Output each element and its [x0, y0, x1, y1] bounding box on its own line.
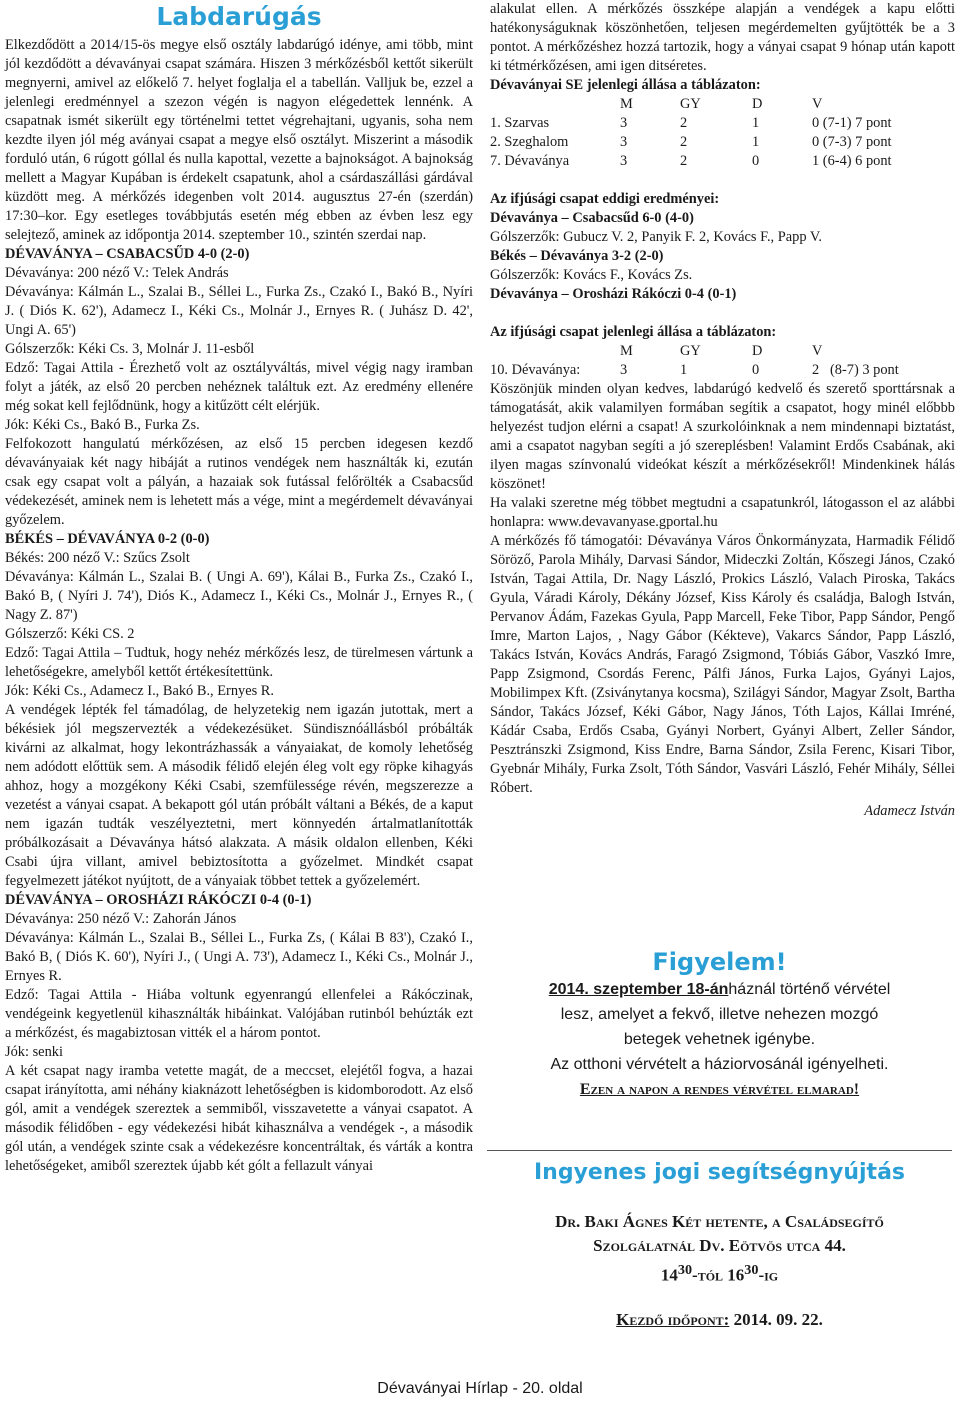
match2-spectators: Békés: 200 néző V.: Szűcs Zsolt: [5, 550, 190, 566]
match1-spectators: Dévaványa: 200 néző V.: Telek András: [5, 265, 229, 281]
thanks-paragraph: Köszönjük minden olyan kedves, labdarúgó kedvelő és szerető sporttársnak a támogatását, akik valamilyen formában segítik a csapatot, hogy minél előbbb helyezést tudjon elérni a csapat! A szurkolóinknak a nem mindennapi biztatást, ami a csapatot nagyban segíti a jó szereplésben! Valamint Erdős Csabának, aki ilyen magas színvonalú videókat készít a mérkőzésekről! Mindenkinek hálás köszönet!: [490, 381, 955, 492]
start-date: 2014. 09. 22.: [729, 1309, 823, 1329]
legal-aid-box: [487, 1150, 952, 1370]
table-row: [490, 152, 892, 171]
legal-aid-time: [487, 1258, 952, 1288]
table-row: [490, 133, 892, 152]
notice-line5: Ezen a napon a rendes vérvétel elmarad!: [579, 1081, 860, 1098]
section-title: Labdarúgás: [156, 2, 322, 31]
cell: 0 (7-1) 7 pont: [812, 115, 892, 131]
youth-match1-title: Dévaványa – Csabacsűd 6-0 (4-0): [490, 210, 694, 226]
header-cell: M: [620, 343, 633, 359]
cell: 1. Szarvas: [490, 115, 550, 131]
header-cell: M: [620, 96, 633, 112]
match3-report: A két csapat nagy iramba vetette magát, de a meccset, elejétől fogva, a hazai csapat irányította, ami néhány kiaknázott lehetőségben is kidomborodott. Az első gól, amit a vendégek szereztek a semmiből, visszavetette a ványai csapatot. A második félidőben - egy védekezési hibát kihasználva a vendégek -, a második gól után, a vendégek szinte csak a védekezésre koncentráltak, és várták a kontra lehetőségeket, amiből szereztek újabb két gólt a fellazult ványai: [5, 1063, 473, 1174]
cell: 1 (6-4) 6 pont: [812, 153, 892, 169]
header-cell: [490, 342, 620, 361]
match3-spectators: Dévaványa: 250 néző V.: Zahorán János: [5, 911, 237, 927]
header-cell: V: [812, 343, 823, 359]
match1-scorers: Gólszerzők: Kéki Cs. 3, Molnár J. 11-esből: [5, 341, 255, 357]
page-footer: Dévaványai Hírlap - 20. oldal: [377, 1380, 583, 1397]
header-cell: [490, 95, 620, 114]
legal-aid-line1: Dr. Baki Ágnes Két hetente, a Családsegítő: [555, 1212, 884, 1231]
website-paragraph: Ha valaki szeretne még többet megtudni a csapatunkról, látogasson el az alábbi honlapra: www.devavanyase.gportal.hu: [490, 495, 955, 530]
cell: 7. Dévaványa: [490, 153, 570, 169]
author-signature: Adamecz István: [864, 803, 955, 819]
notice-date: 2014. szeptember 18-án: [548, 981, 729, 998]
standings-title: Dévaványai SE jelenlegi állása a táblázaton:: [490, 77, 761, 93]
cell: 2: [680, 153, 688, 169]
table-row: [490, 361, 899, 380]
notice-title: Figyelem!: [652, 948, 787, 976]
cell: 2: [680, 115, 688, 131]
cell: 0: [752, 362, 760, 378]
cell: 3: [620, 115, 628, 131]
time-start-hour: 14: [660, 1265, 678, 1285]
standings-table: [490, 95, 892, 171]
legal-aid-start: [487, 1310, 952, 1330]
match2-coach: Edző: Tagai Attila – Tudtuk, hogy nehéz mérkőzés lesz, de türelmesen vártunk a lehetőségekre, amelyből kettőt értékesítettünk.: [5, 645, 473, 680]
match3-title: DÉVAVÁNYA – OROSHÁZI RÁKÓCZI 0-4 (0-1): [5, 892, 312, 908]
match2-report: A vendégek lépték fel támadólag, de helyzetekig nem igazán jutottak, mert a békésiek jól megszervezték a védekezésüket. Sündisznóállásból próbálták kivárni az alkalmat, hogy lekontrázhassák a ványaiakat, de komoly lehetőség nem adódott előttük sem. A második félidő elején éleg volt egy röpke kihagyás ahhoz, hogy a mozgékony Kéki Csabi, szemfülessége révén, megszerezze a vezetést a ványai csapat. A bekapott gól után próbált váltani a Békés, de a kaput nem igazán tudták veszélyeztetni, mert könnyedén ártalmatlanították próbálkozásait a Dévaványa hátsó alakzata. A másik oldalon ellenben, Kéki Csabi újra villant, amivel bebiztosította a győzelmet. Mindkét csapat fegyelmezett játékot nyújtott, de a ványaiak többet tettek a győzelemért.: [5, 702, 473, 889]
notice-line4: Az otthoni vérvételt a háziorvosánál igényelheti.: [550, 1056, 889, 1073]
match1-best: Jók: Kéki Cs., Bakó B., Furka Zs.: [5, 417, 200, 433]
youth-match3-title: Dévaványa – Orosházi Rákóczi 0-4 (0-1): [490, 286, 737, 302]
standings-header-row: [490, 342, 899, 361]
header-cell: V: [812, 96, 823, 112]
match2-lineup: Dévaványa: Kálmán L., Szalai B. ( Ungi A. 69'), Kálai B., Furka Zs., Czakó I., Bakó B, ( Nyíri J. 74'), Diós K., Adamecz I., Kéki Cs., Molnár J., Ernyes R., ( Nagy Z. 87'): [5, 569, 473, 623]
cell: 1: [752, 134, 760, 150]
header-cell: D: [752, 96, 763, 112]
time-end-min: 30: [744, 1262, 759, 1278]
youth-match2-title: Békés – Dévaványa 3-2 (2-0): [490, 248, 664, 264]
cell: 10. Dévaványa:: [490, 362, 581, 378]
cell: 0: [752, 153, 760, 169]
sponsors-paragraph: A mérkőzés fő támogatói: Dévaványa Város Önkormányzata, Harmadik Félidő Söröző, Parola Mihály, Darvasi Sándor, Mideczki Zoltán, Kőszegi János, Czakó István, Tagai Attila, Dr. Nagy László, Prokics László, Valach Piroska, Takács Gyula, Váradi Károly, Dékány József, Kiss Károly és családja, Balogh István, Pervanov Ádám, Fazekas Gyula, Papp Marcell, Feke Tibor, Papp Sándor, Pengő Imre, Marton Lajos, , Nagy Gábor (Kékteve), Vakarcs Sándor, Papp László, Takács István, Kovács András, Faragó Zsigmond, Tóbiás Gábor, Vaszkó Imre, Papp Zsigmond, Csordás Ferenc, Pálfi János, Furka Lajos, Gyányi Lajos, Mobilimpex Kft. (Zsiványtanya kocsma), Szilágyi Sándor, Magyar Zsolt, Bartha Sándor, Takács József, Kéki Gábor, Nagy János, Tóth Lajos, Kállai Imréné, Kádár Csaba, Erdős Csaba, Gyányi Norbert, Gyányi Albert, Zeller Sándor, Pesztránszki Zsigmond, Kiss Endre, Barna Sándor, Zsila Ferenc, Kisari Tibor, Gyebnár Mihály, Furka Zsolt, Tóth Sándor, Vasvári László, Fehér Mihály, Séllei Róbert.: [490, 533, 955, 796]
notice-body: [487, 977, 952, 1102]
legal-aid-title: Ingyenes jogi segítségnyújtás: [533, 1160, 906, 1185]
intro-paragraph: Elkezdődött a 2014/15-ös megye első osztály labdarúgó idénye, ami több, mint jól kezdődött a dévaványai csapat számára. Hiszen 3 mérkőzésből kettőt sikerült megnyerni, amivel az előkelő 7. helyet foglalja el a tabellán. Valljuk be, ezzel a jelenlegi eredménnyel a szezon végén is nagyon elégedettek lennénk. A csapatnak ismét sikerült egy történelmi tettet végrehajtani, ugyanis, soha nem kezdte ilyen jól még aványai csapat a megye első osztályt. Miszerint a második forduló után, 6 rúgott góllal és nulla kapottal, vezette a bajnokságot. A bajnokság mellett a Magyar Kupában is érdekelt csapatunk, ahol a csárdaszállási gárdával küzdött meg. A mérkőzés idegenben volt 2014. augusztus 27-én (szerdán) 17:30–kor. Egy esetleges továbbjutás esetén még ebben az évben lesz egy selejtező, aminek az időpontja 2014. szeptember 10., szintén szerdai nap.: [5, 37, 473, 243]
right-column: [490, 0, 955, 821]
match2-best: Jók: Kéki Cs., Adamecz I., Bakó B., Ernyes R.: [5, 683, 274, 699]
match1-report: Felfokozott hangulatú mérkőzésen, az első 15 percben idegesen kezdő dévaványaiak két nagy hibáját a rutinos vendégek nem használták ki, ezután csak egy csapat volt a pályán, a hazaiak sok futással felőrölték a Csabacsűd védekezését, aminek nem is lehetett más a vége, mint a megérdemelt dévaványai győzelem.: [5, 436, 473, 528]
header-cell: D: [752, 343, 763, 359]
match3-best: Jók: senki: [5, 1044, 63, 1060]
time-suffix: -ig: [758, 1265, 779, 1285]
match1-lineup: Dévaványa: Kálmán L., Szalai B., Séllei L., Furka Zs., Czakó I., Bakó B., Nyíri J. ( Diós K. 62'), Adamecz I., Kéki Cs., Molnár J., Ernyes R. ( Juhász D. 42', Ungi A. 65'): [5, 284, 473, 338]
notice-line1-text: háznál történő vérvétel: [728, 981, 891, 998]
legal-aid-line2: Szolgálatnál Dv. Eötvös utca 44.: [593, 1236, 846, 1255]
table-row: [490, 114, 892, 133]
cell: 1: [680, 362, 688, 378]
time-start-min: 30: [677, 1262, 693, 1278]
match3-lineup: Dévaványa: Kálmán L., Szalai B., Séllei L., Furka Zs, ( Kálai B 83'), Czakó I., Bakó B, ( Diós K. 60'), Nyíri J., ( Ungi A. 73'), Adamecz I., Kéki Cs., Molnár J., Ernyes R.: [5, 930, 473, 984]
youth-standings-title: Az ifjúsági csapat jelenlegi állása a táblázaton:: [490, 324, 777, 340]
header-cell: GY: [680, 343, 701, 359]
youth-standings-table: [490, 342, 899, 380]
match1-title: DÉVAVÁNYA – CSABACSŰD 4-0 (2-0): [5, 246, 250, 262]
notice-line1: [487, 977, 952, 1002]
youth-results-title: Az ifjúsági csapat eddigi eredményei:: [490, 191, 720, 207]
notice-line2: lesz, amelyet a fekvő, illetve nehezen mozgó: [560, 1006, 879, 1023]
report-continuation: alakulat ellen. A mérkőzés összképe alapján a vendégek a kapu előtti hatékonyságuknak köszönhetően, teljesen megérdemelten gyűjtötték be a 3 pontot. A mérkőzéshez hozzá tartozik, hogy a ványai csapat 9 hónap után kapott ki tétmérkőzésen, ami igen ditséretes.: [490, 1, 955, 74]
time-end-hour: -tól 16: [692, 1265, 745, 1285]
match2-title: BÉKÉS – DÉVAVÁNYA 0-2 (0-0): [5, 531, 210, 547]
match1-coach: Edző: Tagai Attila - Érezhető volt az osztályváltás, mivel végig nagy iramban folyt a játék, az első 20 percben nehéznek találtuk ezt. Az eredmény ellenére még sokat kell fejlődnünk, hogy a kitűzött célt elérjük.: [5, 360, 473, 414]
youth-match1-scorers: Gólszerzők: Gubucz V. 2, Panyik F. 2, Kovács F., Papp V.: [490, 229, 822, 245]
cell: 3: [620, 153, 628, 169]
youth-match2-scorers: Gólszerzők: Kovács F., Kovács Zs.: [490, 267, 693, 283]
left-column: [5, 0, 473, 1176]
cell: 2. Szeghalom: [490, 134, 569, 150]
header-cell: GY: [680, 96, 701, 112]
cell: 1: [752, 115, 760, 131]
cell: 3: [620, 362, 628, 378]
cell: 3: [620, 134, 628, 150]
standings-header-row: [490, 95, 892, 114]
match2-scorers: Gólszerző: Kéki CS. 2: [5, 626, 135, 642]
divider: [487, 1150, 952, 1151]
legal-aid-body: [487, 1210, 952, 1258]
cell: 0 (7-3) 7 pont: [812, 134, 892, 150]
match3-coach: Edző: Tagai Attila - Hiába voltunk egyenrangú ellenfelei a Rákóczinak, vendégeink kegyetlenül kihasználták hibáinkat. Valójában rutinból behúzták ezt a mérkőzést, és magabiztosan vitték el a három pontot.: [5, 987, 473, 1041]
start-label: Kezdő időpont:: [616, 1309, 730, 1329]
notice-box: [487, 945, 952, 1130]
cell: 2 (8-7) 3 pont: [812, 362, 899, 378]
cell: 2: [680, 134, 688, 150]
notice-line3: betegek vehetnek igénybe.: [623, 1031, 816, 1048]
